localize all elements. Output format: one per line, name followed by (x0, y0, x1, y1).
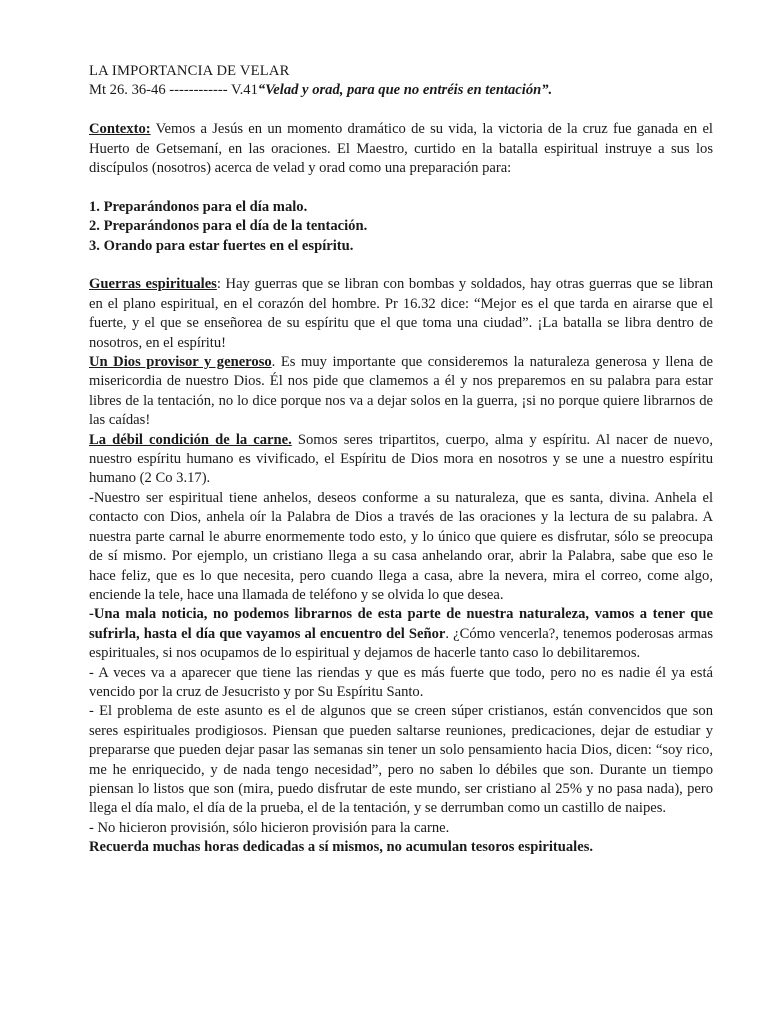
dios-text: . Es muy importante que consideremos la naturaleza generosa y llena de misericordia de nuestro Dios. Él nos pide que clamemos a él y nos preparemos en su palabra para estar libres de la tentación, no lo dice porque nos va a dejar solos en la guerra, ¡si no porque quiere librarnos de las caídas! (89, 354, 713, 429)
provision-paragraph: - No hicieron provisión, sólo hicieron provisión para la carne. (89, 819, 450, 836)
spacer (89, 101, 713, 120)
context-text: Vemos a Jesús en un momento dramático de su vida, la victoria de la cruz fue ganada en el Huerto de Getsemaní, en las oraciones. El Maestro, curtido en la batalla espiritual instruye a sus los discípulos (nosotros) acerca de velad y orad como una preparación para: (89, 121, 713, 177)
point-3: 3. Orando para estar fuertes en el espíritu. (89, 237, 354, 254)
context-paragraph (89, 120, 713, 178)
dios-paragraph (89, 353, 713, 431)
document-title: LA IMPORTANCIA DE VELAR (89, 63, 290, 79)
spacer (89, 256, 713, 275)
point-1: 1. Preparándonos para el día malo. (89, 198, 308, 215)
guerras-text: : Hay guerras que se libran con bombas y soldados, hay otras guerras que se libran en el plano espiritual, en el corazón del hombre. Pr 16.32 dice: “Mejor es el que tarda en airarse que el fuerte, y el que se enseñorea de su espíritu que el que toma una ciudad”. ¡La batalla se libra dentro de nosotros, en el espíritu! (89, 276, 713, 351)
document-page (89, 62, 713, 858)
mala-noticia-paragraph (89, 605, 713, 663)
passage-reference: Mt 26. 36-46 ------------ V.41 (89, 82, 258, 99)
key-verse: “Velad y orad, para que no entréis en tentación”. (257, 82, 553, 99)
anhelos-paragraph: -Nuestro ser espiritual tiene anhelos, deseos conforme a su naturaleza, que es santa, divina. Anhela el contacto con Dios, anhela oír la Palabra de Dios a través de las oraciones y la lectura de su palabra. A nuestra parte carnal le aburre enormemente todo esto, y lo único que quiere es disfrutar, sólo se preocupa de sí mismo. Por ejemplo, un cristiano llega a su casa anhelando orar, abrir la Palabra, sabe que eso le hace feliz, que es lo que necesita, pero cuando llega a casa, abre la nevera, mira el correo, come algo, enciende la tele, hace una llamada de teléfono y se olvida lo que desea. (89, 489, 713, 603)
point-2: 2. Preparándonos para el día de la tentación. (89, 218, 368, 235)
recuerda-paragraph: Recuerda muchas horas dedicadas a sí mismos, no acumulan tesoros espirituales. (89, 839, 594, 856)
problema-paragraph: - El problema de este asunto es el de algunos que se creen súper cristianos, están convencidos que son seres espirituales prodigiosos. Piensan que pueden saltarse reuniones, predicaciones, dejar de estudiar y prepararse que pueden dejar pasar las semanas sin tener un solo pensamiento hacia Dios, dicen: “soy rico, me he enriquecido, y de nada tengo necesidad”, pero no saben lo débiles que son. Durante un tiempo piensan lo listos que son (mira, puedo disfrutar de este mundo, ser cristiano al 25% y no pasa nada), pero llega el día malo, el día de la prueba, el de la tentación, y se derrumban como un castillo de naipes. (89, 703, 713, 817)
dios-label: Un Dios provisor y generoso (89, 354, 272, 371)
carne-label: La débil condición de la carne. (89, 431, 292, 448)
mala-noticia-text: . ¿Cómo vencerla?, tenemos poderosas armas espirituales, si nos ocupamos de lo espiritual y dejamos de hacerle tanto caso lo debilitaremos. (89, 625, 713, 662)
guerras-label: Guerras espirituales (89, 276, 217, 293)
guerras-paragraph (89, 275, 713, 353)
riendas-paragraph: - A veces va a aparecer que tiene las riendas y que es más fuerte que todo, pero no es nadie él ya está vencido por la cruz de Jesucristo y por Su Espíritu Santo. (89, 664, 713, 700)
carne-paragraph (89, 431, 713, 489)
mala-noticia-bold: -Una mala noticia, no podemos librarnos de esta parte de nuestra naturaleza, vamos a tener que sufrirla, hasta el día que vayamos al encuentro del Señor (89, 606, 713, 642)
context-label: Contexto: (89, 121, 151, 138)
scripture-reference (89, 81, 713, 100)
carne-text: Somos seres tripartitos, cuerpo, alma y espíritu. Al nacer de nuevo, nuestro espíritu humano es vivificado, el Espíritu de Dios mora en nosotros y se une a nuestro espíritu humano (2 Co 3.17). (89, 431, 713, 487)
spacer (89, 178, 713, 197)
